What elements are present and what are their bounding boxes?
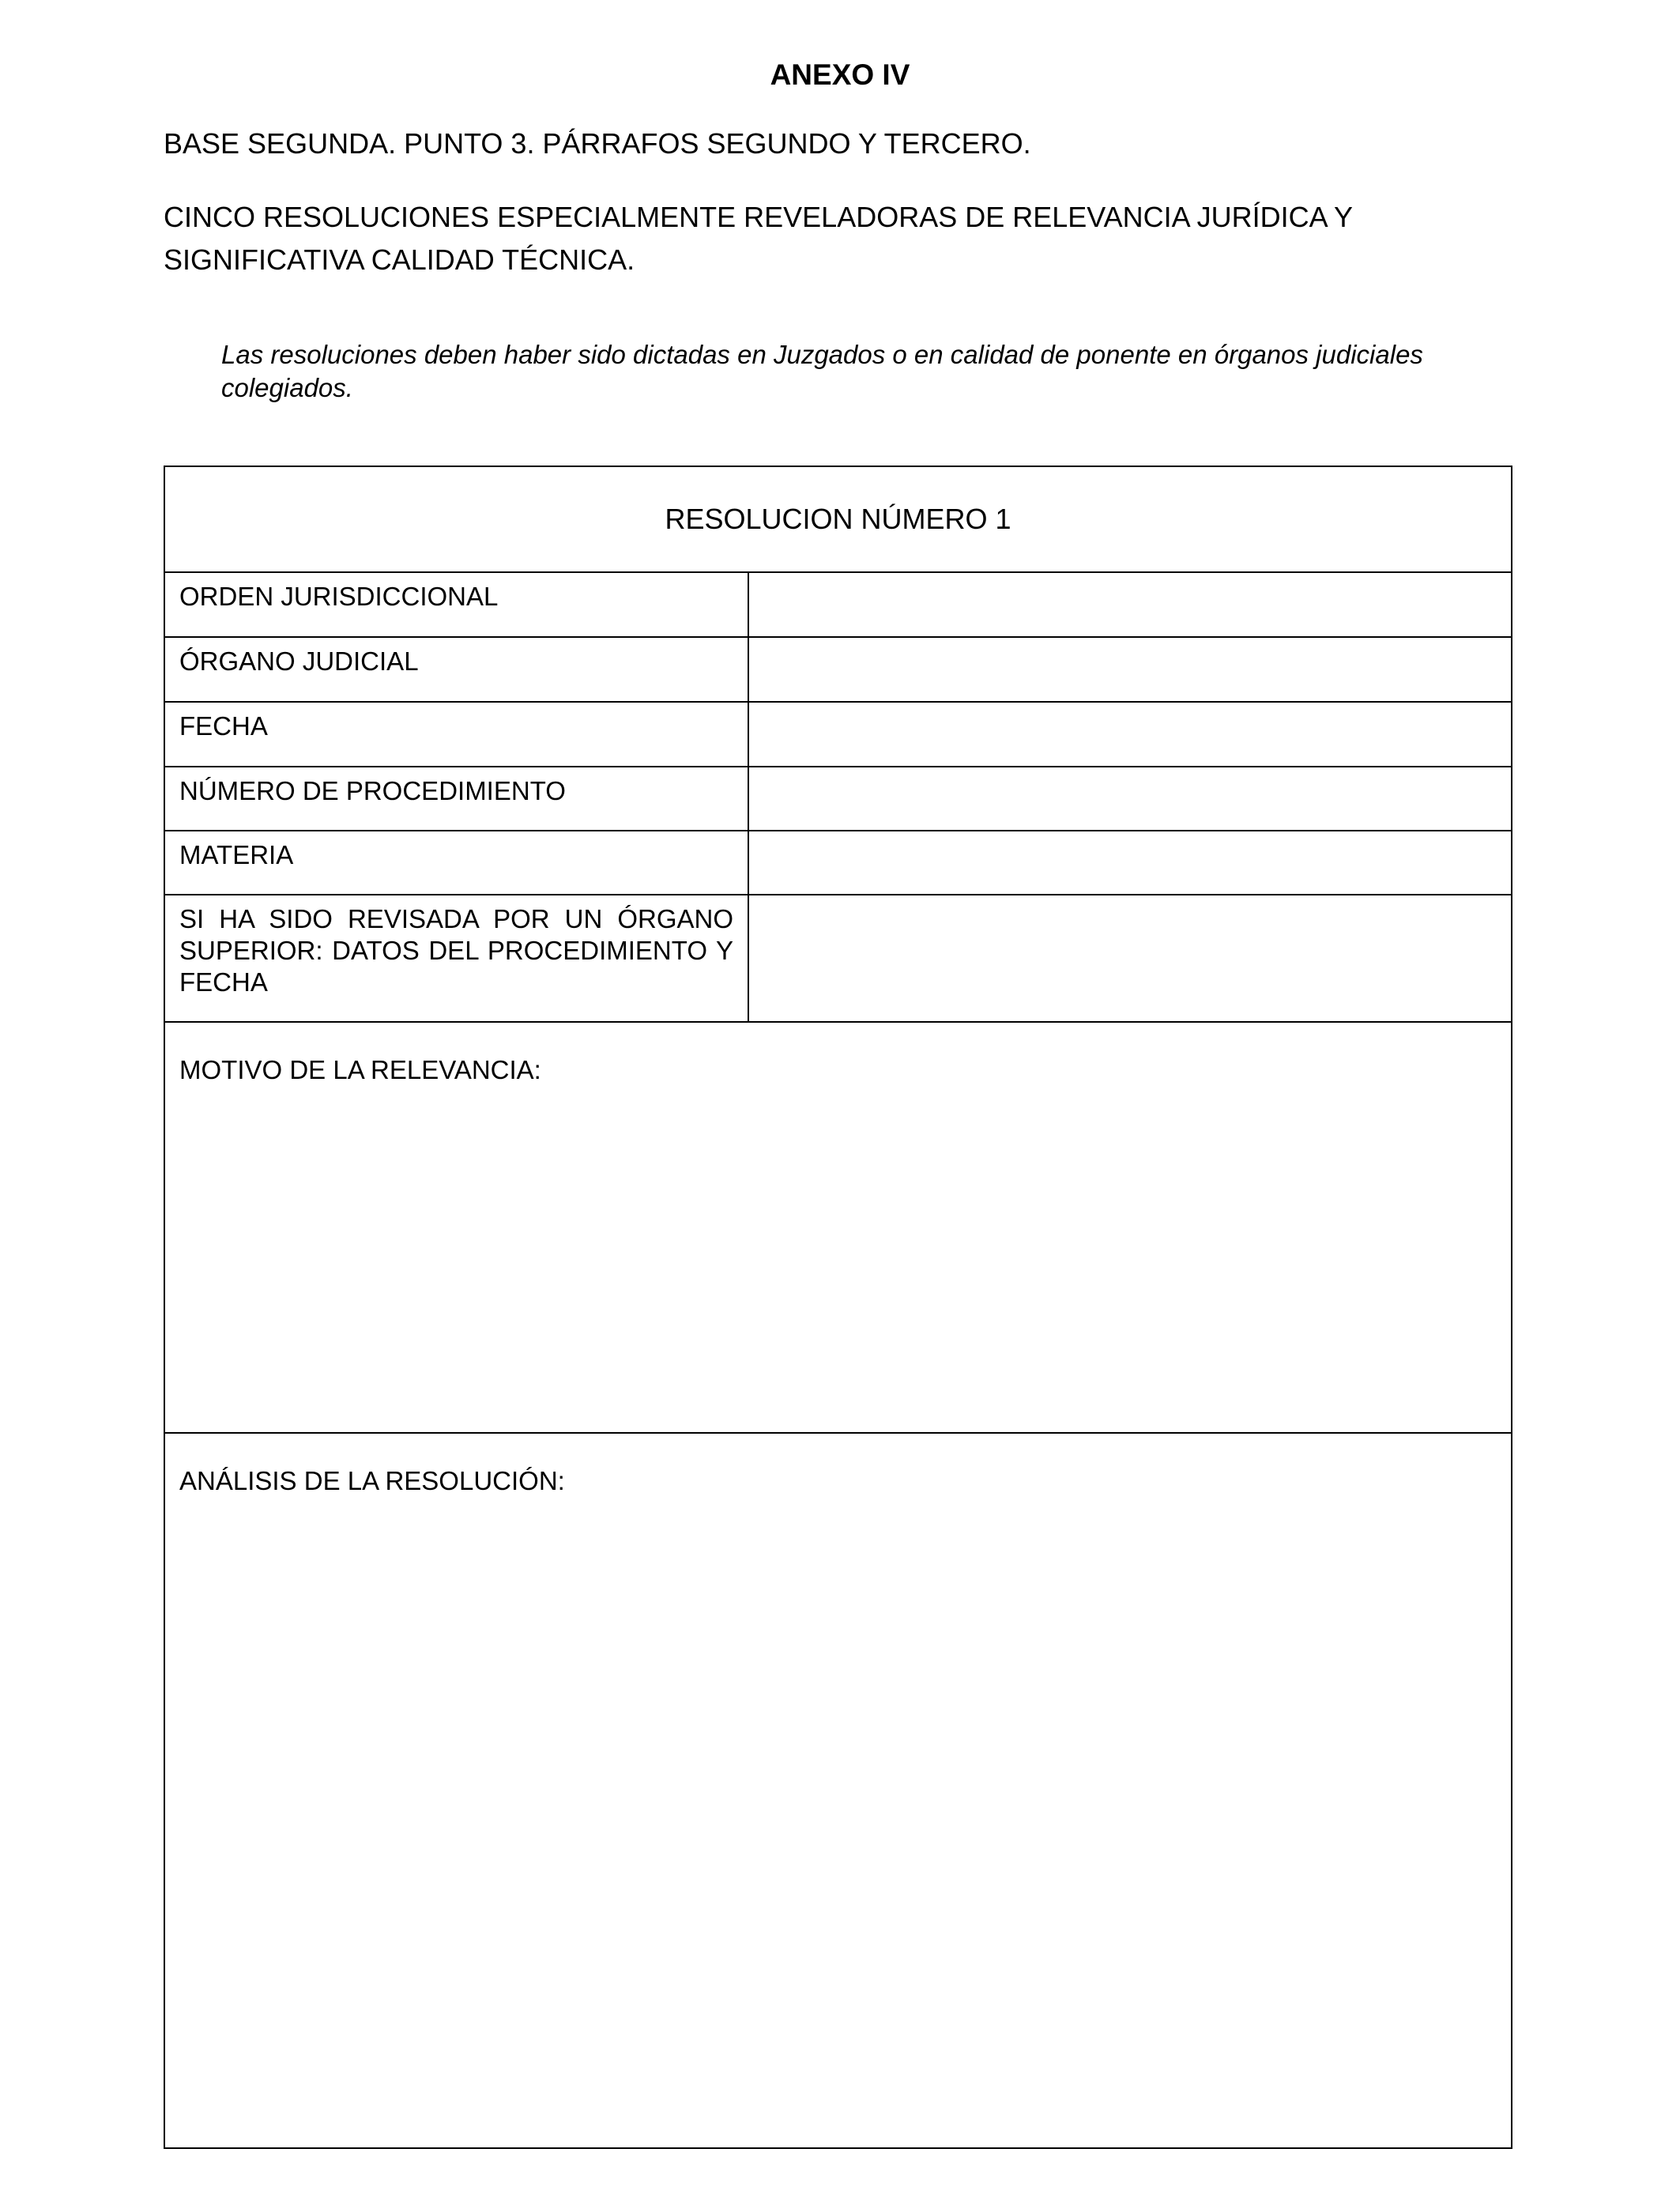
field-label: SI HA SIDO REVISADA POR UN ÓRGANO SUPERIOR: DATOS DEL PROCEDIMIENTO Y FECHA <box>165 895 749 1021</box>
instruction-note: Las resoluciones deben haber sido dictadas en Juzgados o en calidad de ponente en órganos judiciales colegiados. <box>221 340 1423 402</box>
motivo-relevancia-label: MOTIVO DE LA RELEVANCIA: <box>179 1055 541 1084</box>
materia-field[interactable] <box>749 831 1511 894</box>
motivo-relevancia-area[interactable] <box>165 1023 1511 1434</box>
base-heading: BASE SEGUNDA. PUNTO 3. PÁRRAFOS SEGUNDO Y TERCERO. <box>164 127 1031 160</box>
field-label: MATERIA <box>165 831 749 894</box>
row-fecha <box>165 703 1511 767</box>
annex-title: ANEXO IV <box>770 58 910 91</box>
fecha-field[interactable] <box>749 703 1511 766</box>
analisis-resolucion-area[interactable] <box>165 1434 1511 2147</box>
row-revision-superior <box>165 895 1511 1023</box>
field-label: ORDEN JURISDICCIONAL <box>165 573 749 636</box>
orden-jurisdiccional-field[interactable] <box>749 573 1511 636</box>
resolution-form <box>164 466 1512 2149</box>
analisis-resolucion-label: ANÁLISIS DE LA RESOLUCIÓN: <box>179 1466 565 1495</box>
field-label: FECHA <box>165 703 749 766</box>
field-label: ÓRGANO JUDICIAL <box>165 638 749 701</box>
row-materia <box>165 831 1511 895</box>
field-label: NÚMERO DE PROCEDIMIENTO <box>165 767 749 830</box>
organo-judicial-field[interactable] <box>749 638 1511 701</box>
row-orden-jurisdiccional <box>165 573 1511 638</box>
row-organo-judicial <box>165 638 1511 703</box>
resolutions-heading: CINCO RESOLUCIONES ESPECIALMENTE REVELADORAS DE RELEVANCIA JURÍDICA Y SIGNIFICATIVA CALIDAD TÉCNICA. <box>164 201 1353 276</box>
row-numero-procedimiento <box>165 767 1511 831</box>
form-title: RESOLUCION NÚMERO 1 <box>165 467 1511 573</box>
numero-procedimiento-field[interactable] <box>749 767 1511 830</box>
revision-superior-field[interactable] <box>749 895 1511 1021</box>
